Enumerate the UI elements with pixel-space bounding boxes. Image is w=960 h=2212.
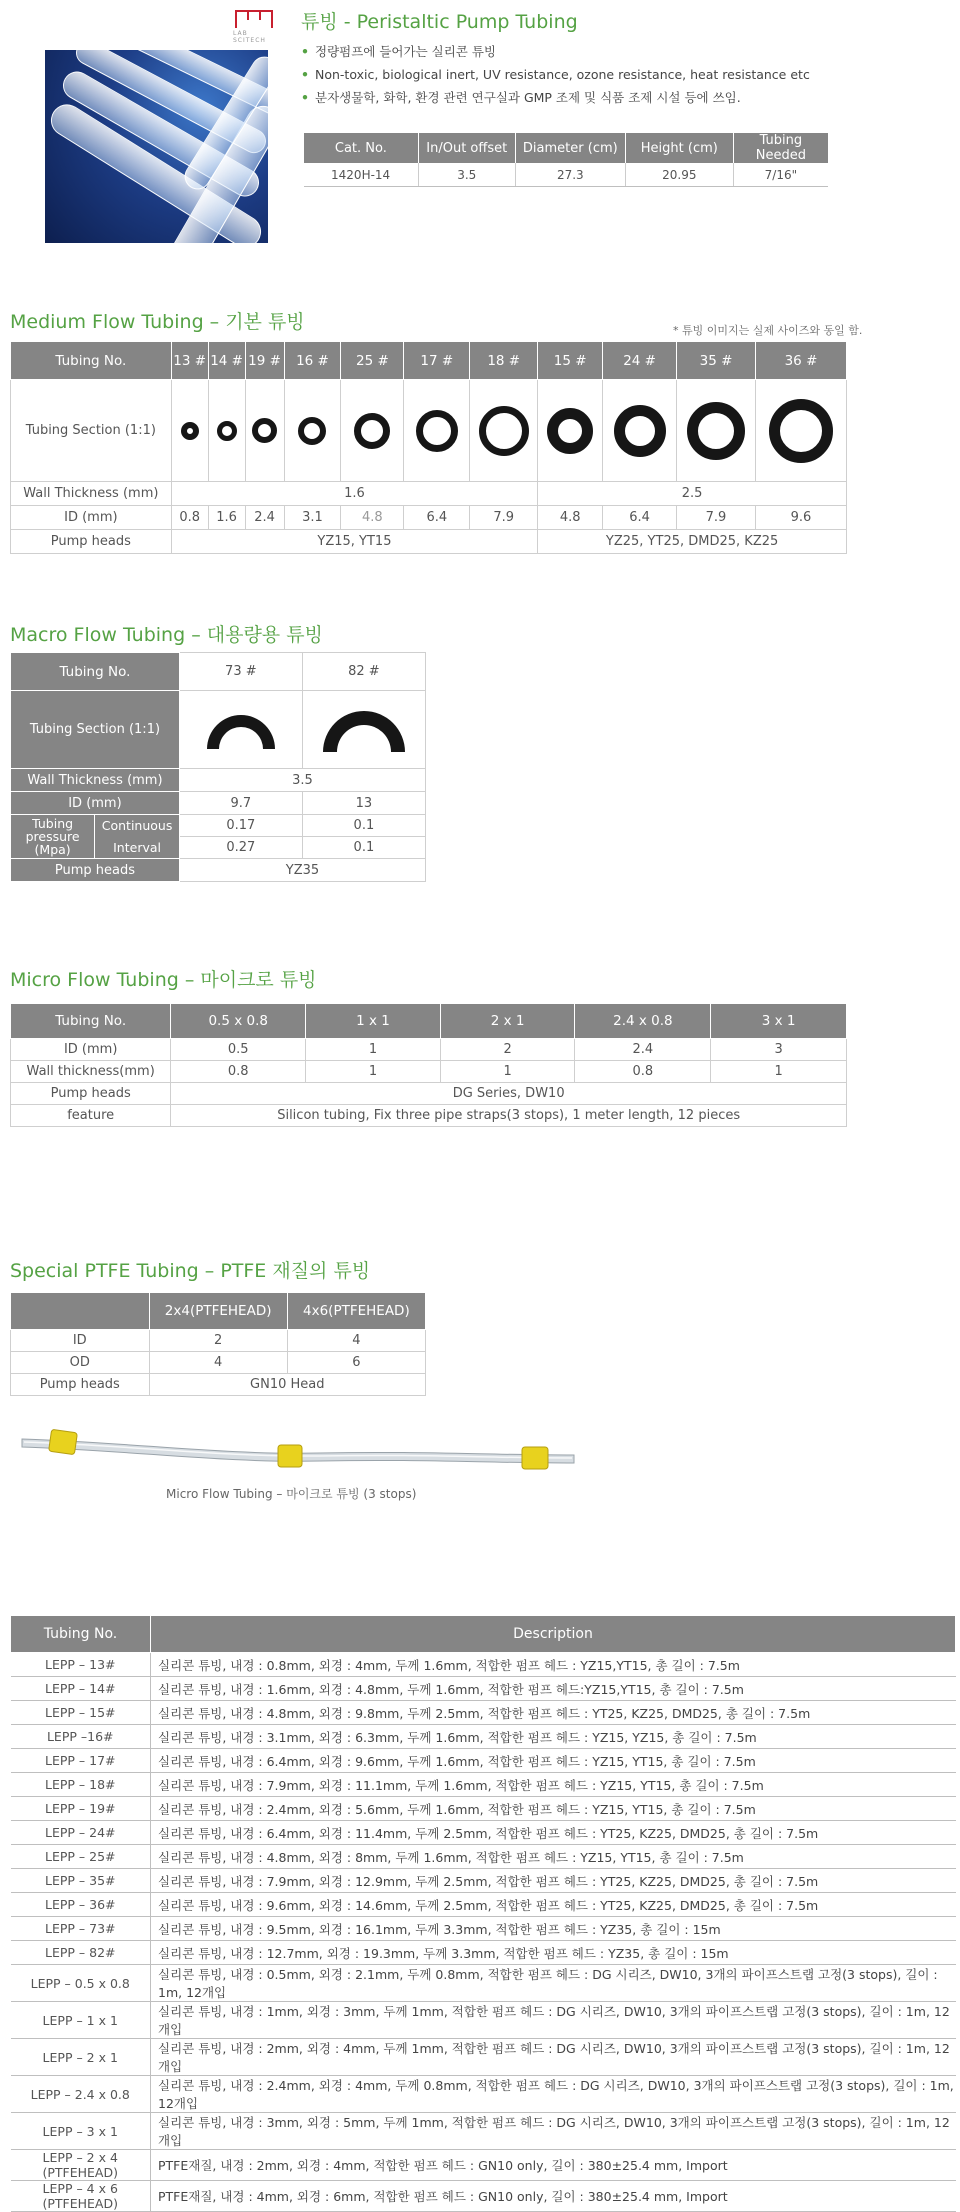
description-cell: 실리콘 튜빙, 내경 : 9.6mm, 외경 : 14.6mm, 두께 2.5mm, 적합한 펌프 헤드 : YT25, KZ25, DMD25, 총 길이 : 7.5m	[151, 1893, 956, 1917]
id-value: 7.9	[470, 506, 538, 530]
id-row	[11, 1039, 847, 1061]
catalog-table	[303, 133, 828, 187]
table-row	[11, 2113, 956, 2150]
ring-cell	[538, 380, 603, 482]
row-label: ID (mm)	[11, 1039, 171, 1061]
description-cell: 실리콘 튜빙, 내경 : 6.4mm, 외경 : 9.6mm, 두께 1.6mm, 적합한 펌프 헤드 : YZ15, YT15, 총 길이 : 7.5m	[151, 1749, 956, 1773]
table-header: Cat. No.	[304, 133, 419, 163]
ring-cell	[245, 380, 284, 482]
ring-cell	[284, 380, 341, 482]
tubing-section-icon	[479, 406, 529, 456]
description-cell: PTFE재질, 내경 : 4mm, 외경 : 6mm, 적합한 펌프 헤드 : GN10 only, 길이 : 380±25.4 mm, Import	[151, 2181, 956, 2212]
heads-value: YZ35	[179, 859, 425, 882]
table-header	[11, 1293, 150, 1330]
tubing-no: 35 #	[677, 342, 756, 380]
table-header-row	[11, 1293, 426, 1330]
tubing-no: 25 #	[341, 342, 404, 380]
heads-value: YZ25, YT25, DMD25, KZ25	[538, 530, 847, 554]
tubing-photo-caption: Micro Flow Tubing – 마이크로 튜빙 (3 stops)	[166, 1487, 417, 1501]
description-cell: 실리콘 튜빙, 내경 : 1mm, 외경 : 3mm, 두께 1mm, 적합한 펌프 헤드 : DG 시리즈, DW10, 3개의 파이프스트랩 고정(3 stops), 길이 : 1m, 12개입	[151, 2002, 956, 2039]
table-row	[11, 1749, 956, 1773]
heads-row	[11, 530, 847, 554]
tubing-no: 3 x 1	[711, 1004, 847, 1039]
od-value: 4	[149, 1352, 287, 1374]
wall-row	[11, 482, 847, 506]
tubing-no: 17 #	[404, 342, 470, 380]
table-header-row	[11, 1004, 847, 1039]
description-cell: 실리콘 튜빙, 내경 : 9.5mm, 외경 : 16.1mm, 두께 3.3mm, 적합한 펌프 헤드 : YZ35, 총 길이 : 15m	[151, 1917, 956, 1941]
ring-cell	[470, 380, 538, 482]
table-row	[11, 2002, 956, 2039]
row-label: ID (mm)	[11, 792, 180, 815]
feature-row	[11, 1105, 847, 1127]
description-cell: 실리콘 튜빙, 내경 : 4.8mm, 외경 : 8mm, 두께 1.6mm, 적합한 펌프 헤드 : YZ15, YT15, 총 길이 : 7.5m	[151, 1845, 956, 1869]
table-row	[11, 1725, 956, 1749]
id-value: 0.5	[171, 1039, 306, 1061]
row-label: Interval	[95, 837, 180, 859]
table-cell: 7/16"	[733, 163, 828, 187]
pressure-value: 0.17	[179, 815, 302, 837]
table-header-row	[11, 653, 426, 691]
row-label: Wall Thickness (mm)	[11, 482, 172, 506]
feature-item: • 정량펌프에 들어가는 실리콘 튜빙	[301, 40, 810, 63]
tubing-section-icon	[298, 417, 326, 445]
pressure-value: 0.27	[179, 837, 302, 859]
row-label: feature	[11, 1105, 171, 1127]
table-header: Diameter (cm)	[515, 133, 625, 163]
description-cell: 실리콘 튜빙, 내경 : 3mm, 외경 : 5mm, 두께 1mm, 적합한 펌프 헤드 : DG 시리즈, DW10, 3개의 파이프스트랩 고정(3 stops), 길이 : 1m, 12개입	[151, 2113, 956, 2150]
ring-cell	[755, 380, 846, 482]
logo-mark-icon	[235, 10, 273, 28]
table-row	[11, 1941, 956, 1965]
id-value: 6.4	[603, 506, 677, 530]
table-header: Tubing No.	[11, 1616, 151, 1653]
tubing-no-cell: LEPP – 14#	[11, 1677, 151, 1701]
table-row	[11, 1701, 956, 1725]
tubing-no-cell: LEPP – 2 x 1	[11, 2039, 151, 2076]
tubing-no-cell: LEPP – 15#	[11, 1701, 151, 1725]
tubing-section-icon	[217, 421, 237, 441]
row-label: ID (mm)	[11, 506, 172, 530]
tubing-no: 15 #	[538, 342, 603, 380]
table-row	[11, 1821, 956, 1845]
tubing-no-cell: LEPP – 35#	[11, 1869, 151, 1893]
id-value: 2	[440, 1039, 575, 1061]
tubing-photo	[45, 50, 268, 243]
wall-value: 0.8	[171, 1061, 306, 1083]
tubing-no: 18 #	[470, 342, 538, 380]
medium-section-title: Medium Flow Tubing – 기본 튜빙	[10, 311, 305, 333]
micro-section-title: Micro Flow Tubing – 마이크로 튜빙	[10, 969, 317, 991]
table-row	[11, 1965, 956, 2002]
table-row	[11, 1653, 956, 1677]
row-label: Continuous	[95, 815, 180, 837]
tubing-no-cell: LEPP – 82#	[11, 1941, 151, 1965]
feature-item: • Non-toxic, biological inert, UV resistance, ozone resistance, heat resistance etc	[301, 63, 810, 86]
tubing-no-cell: LEPP – 17#	[11, 1749, 151, 1773]
id-value: 9.7	[179, 792, 302, 815]
tubing-no-cell: LEPP – 13#	[11, 1653, 151, 1677]
wall-value: 3.5	[179, 769, 425, 792]
description-cell: 실리콘 튜빙, 내경 : 7.9mm, 외경 : 11.1mm, 두께 1.6mm, 적합한 펌프 헤드 : YZ15, YT15, 총 길이 : 7.5m	[151, 1773, 956, 1797]
table-row	[11, 1797, 956, 1821]
tubing-no: 0.5 x 0.8	[171, 1004, 306, 1039]
table-cell: 27.3	[515, 163, 625, 187]
table-row	[11, 2181, 956, 2212]
row-label: OD	[11, 1352, 150, 1374]
table-cell: 3.5	[418, 163, 515, 187]
logo-text: LAB SCITECH	[233, 30, 266, 44]
ptfe-table	[10, 1292, 426, 1396]
table-cell: 20.95	[625, 163, 733, 187]
table-row	[11, 1917, 956, 1941]
wall-row	[11, 769, 426, 792]
size-note: * 튜빙 이미지는 실제 사이즈와 동일 함.	[673, 324, 863, 337]
description-cell: 실리콘 튜빙, 내경 : 7.9mm, 외경 : 12.9mm, 두께 2.5mm, 적합한 펌프 헤드 : YT25, KZ25, DMD25, 총 길이 : 7.5m	[151, 1869, 956, 1893]
description-cell: 실리콘 튜빙, 내경 : 2.4mm, 외경 : 5.6mm, 두께 1.6mm, 적합한 펌프 헤드 : YZ15, YT15, 총 길이 : 7.5m	[151, 1797, 956, 1821]
table-row	[11, 1893, 956, 1917]
tubing-no: 24 #	[603, 342, 677, 380]
tubing-no: 1 x 1	[306, 1004, 441, 1039]
macro-section-82-icon	[319, 700, 409, 755]
table-row	[11, 2150, 956, 2181]
tubing-section-icon	[687, 402, 745, 460]
tubing-no-cell: LEPP – 2.4 x 0.8	[11, 2076, 151, 2113]
table-header: 2x4(PTFEHEAD)	[149, 1293, 287, 1330]
tubing-no-cell: LEPP –16#	[11, 1725, 151, 1749]
row-label: Tubing pressure (Mpa)	[11, 815, 95, 859]
tubing-no: 16 #	[284, 342, 341, 380]
od-value: 6	[287, 1352, 425, 1374]
id-row	[11, 1330, 426, 1352]
description-cell: 실리콘 튜빙, 내경 : 4.8mm, 외경 : 9.8mm, 두께 2.5mm, 적합한 펌프 헤드 : YT25, KZ25, DMD25, 총 길이 : 7.5m	[151, 1701, 956, 1725]
id-value: 3.1	[284, 506, 341, 530]
ring-cell	[208, 380, 245, 482]
section-row	[11, 380, 847, 482]
table-header: Tubing Needed	[733, 133, 828, 163]
tubing-no-cell: LEPP – 73#	[11, 1917, 151, 1941]
table-header: Description	[151, 1616, 956, 1653]
tubing-section-icon	[354, 413, 390, 449]
tubing-no: 2 x 1	[440, 1004, 575, 1039]
wall-value: 0.8	[575, 1061, 711, 1083]
description-table	[10, 1615, 956, 2212]
tubing-no: 82 #	[302, 653, 425, 691]
tubing-no-cell: LEPP – 36#	[11, 1893, 151, 1917]
medium-flow-table	[10, 341, 847, 554]
pressure-row	[11, 815, 426, 837]
tubing-section-icon	[547, 408, 593, 454]
macro-section-73-icon	[201, 703, 281, 753]
tubing-no-cell: LEPP – 18#	[11, 1773, 151, 1797]
wall-row	[11, 1061, 847, 1083]
table-header: In/Out offset	[418, 133, 515, 163]
wall-value: 1.6	[171, 482, 538, 506]
arch-cell	[179, 691, 302, 769]
table-row	[11, 1845, 956, 1869]
description-cell: 실리콘 튜빙, 내경 : 0.5mm, 외경 : 2.1mm, 두께 0.8mm, 적합한 펌프 헤드 : DG 시리즈, DW10, 3개의 파이프스트랩 고정(3 stops), 길이 : 1m, 12개입	[151, 1965, 956, 2002]
id-value: 4.8	[341, 506, 404, 530]
id-value: 2.4	[245, 506, 284, 530]
table-row	[11, 1773, 956, 1797]
id-value: 0.8	[171, 506, 208, 530]
row-label: Wall thickness(mm)	[11, 1061, 171, 1083]
id-value: 2.4	[575, 1039, 711, 1061]
macro-flow-table	[10, 652, 426, 882]
id-value: 2	[149, 1330, 287, 1352]
tubing-no-cell: LEPP – 3 x 1	[11, 2113, 151, 2150]
heads-row	[11, 859, 426, 882]
tubing-no-cell: LEPP – 1 x 1	[11, 2002, 151, 2039]
row-label: Pump heads	[11, 1083, 171, 1105]
heads-row	[11, 1083, 847, 1105]
feature-list	[301, 40, 810, 109]
description-cell: 실리콘 튜빙, 내경 : 0.8mm, 외경 : 4mm, 두께 1.6mm, 적합한 펌프 헤드 : YZ15,YT15, 총 길이 : 7.5m	[151, 1653, 956, 1677]
id-row	[11, 506, 847, 530]
wall-value: 1	[711, 1061, 847, 1083]
row-label: Tubing No.	[11, 342, 172, 380]
row-label: Wall Thickness (mm)	[11, 769, 180, 792]
tubing-no: 73 #	[179, 653, 302, 691]
tubing-no-cell: LEPP – 24#	[11, 1821, 151, 1845]
id-value: 4.8	[538, 506, 603, 530]
row-label: Pump heads	[11, 859, 180, 882]
description-cell: 실리콘 튜빙, 내경 : 3.1mm, 외경 : 6.3mm, 두께 1.6mm, 적합한 펌프 헤드 : YZ15, YZ15, 총 길이 : 7.5m	[151, 1725, 956, 1749]
wall-value: 1	[306, 1061, 441, 1083]
tubing-section-icon	[252, 418, 277, 443]
table-row	[11, 2039, 956, 2076]
row-label: Tubing Section (1:1)	[11, 691, 180, 769]
table-header-row	[304, 133, 829, 163]
pressure-value: 0.1	[302, 837, 425, 859]
description-cell: 실리콘 튜빙, 내경 : 2mm, 외경 : 4mm, 두께 1mm, 적합한 펌프 헤드 : DG 시리즈, DW10, 3개의 파이프스트랩 고정(3 stops), 길이 : 1m, 12개입	[151, 2039, 956, 2076]
tubing-no: 36 #	[755, 342, 846, 380]
heads-row	[11, 1374, 426, 1396]
table-row	[11, 1869, 956, 1893]
description-cell: 실리콘 튜빙, 내경 : 12.7mm, 외경 : 19.3mm, 두께 3.3mm, 적합한 펌프 헤드 : YZ35, 총 길이 : 15m	[151, 1941, 956, 1965]
ring-cell	[677, 380, 756, 482]
feature-item: • 분자생물학, 화학, 환경 관련 연구실과 GMP 조제 및 식품 조제 시설 등에 쓰임.	[301, 86, 810, 109]
id-value: 13	[302, 792, 425, 815]
section-row	[11, 691, 426, 769]
heads-value: DG Series, DW10	[171, 1083, 847, 1105]
tubing-no-cell: LEPP – 25#	[11, 1845, 151, 1869]
page-title: 튜빙 - Peristaltic Pump Tubing	[301, 11, 578, 33]
row-label: ID	[11, 1330, 150, 1352]
id-row	[11, 792, 426, 815]
tubing-no: 13 #	[171, 342, 208, 380]
tubing-no-cell: LEPP – 4 x 6 (PTFEHEAD)	[11, 2181, 151, 2212]
id-value: 1.6	[208, 506, 245, 530]
heads-value: YZ15, YT15	[171, 530, 538, 554]
table-header: 4x6(PTFEHEAD)	[287, 1293, 425, 1330]
ring-cell	[404, 380, 470, 482]
tubing-no-cell: LEPP – 0.5 x 0.8	[11, 1965, 151, 2002]
pressure-value: 0.1	[302, 815, 425, 837]
row-label: Tubing No.	[11, 1004, 171, 1039]
tubing-section-icon	[181, 422, 199, 440]
row-label: Pump heads	[11, 530, 172, 554]
tubing-no-cell: LEPP – 19#	[11, 1797, 151, 1821]
description-cell: 실리콘 튜빙, 내경 : 2.4mm, 외경 : 4mm, 두께 0.8mm, 적합한 펌프 헤드 : DG 시리즈, DW10, 3개의 파이프스트랩 고정(3 stops), 길이 : 1m, 12개입	[151, 2076, 956, 2113]
arch-cell	[302, 691, 425, 769]
id-value: 4	[287, 1330, 425, 1352]
tubing-section-icon	[614, 405, 666, 457]
id-value: 7.9	[677, 506, 756, 530]
table-header-row	[11, 342, 847, 380]
id-value: 3	[711, 1039, 847, 1061]
micro-tubing-photo	[20, 1425, 576, 1475]
table-cell: 1420H-14	[304, 163, 419, 187]
tubing-no-cell: LEPP – 2 x 4 (PTFEHEAD)	[11, 2150, 151, 2181]
od-row	[11, 1352, 426, 1374]
row-label: Tubing Section (1:1)	[11, 380, 172, 482]
table-row	[11, 2076, 956, 2113]
description-cell: 실리콘 튜빙, 내경 : 1.6mm, 외경 : 4.8mm, 두께 1.6mm, 적합한 펌프 헤드:YZ15,YT15, 총 길이 : 7.5m	[151, 1677, 956, 1701]
table-header-row	[11, 1616, 956, 1653]
row-label: Tubing No.	[11, 653, 180, 691]
table-row	[304, 163, 829, 187]
description-body	[11, 1653, 956, 2212]
tubing-no: 14 #	[208, 342, 245, 380]
micro-flow-table	[10, 1003, 847, 1127]
tubing-no: 2.4 x 0.8	[575, 1004, 711, 1039]
tubing-no: 19 #	[245, 342, 284, 380]
tubing-section-icon	[769, 399, 833, 463]
table-header: Height (cm)	[625, 133, 733, 163]
ring-cell	[603, 380, 677, 482]
ring-cell	[171, 380, 208, 482]
row-label: Pump heads	[11, 1374, 150, 1396]
table-row	[11, 1677, 956, 1701]
brand-logo	[233, 10, 275, 44]
macro-section-title: Macro Flow Tubing – 대용량용 튜빙	[10, 624, 323, 646]
wall-value: 2.5	[538, 482, 847, 506]
id-value: 9.6	[755, 506, 846, 530]
ring-cell	[341, 380, 404, 482]
id-value: 1	[306, 1039, 441, 1061]
description-cell: 실리콘 튜빙, 내경 : 6.4mm, 외경 : 11.4mm, 두께 2.5mm, 적합한 펌프 헤드 : YT25, KZ25, DMD25, 총 길이 : 7.5m	[151, 1821, 956, 1845]
feature-value: Silicon tubing, Fix three pipe straps(3 stops), 1 meter length, 12 pieces	[171, 1105, 847, 1127]
heads-value: GN10 Head	[149, 1374, 425, 1396]
tubing-section-icon	[416, 410, 458, 452]
wall-value: 1	[440, 1061, 575, 1083]
description-cell: PTFE재질, 내경 : 2mm, 외경 : 4mm, 적합한 펌프 헤드 : GN10 only, 길이 : 380±25.4 mm, Import	[151, 2150, 956, 2181]
id-value: 6.4	[404, 506, 470, 530]
ptfe-section-title: Special PTFE Tubing – PTFE 재질의 튜빙	[10, 1260, 371, 1282]
